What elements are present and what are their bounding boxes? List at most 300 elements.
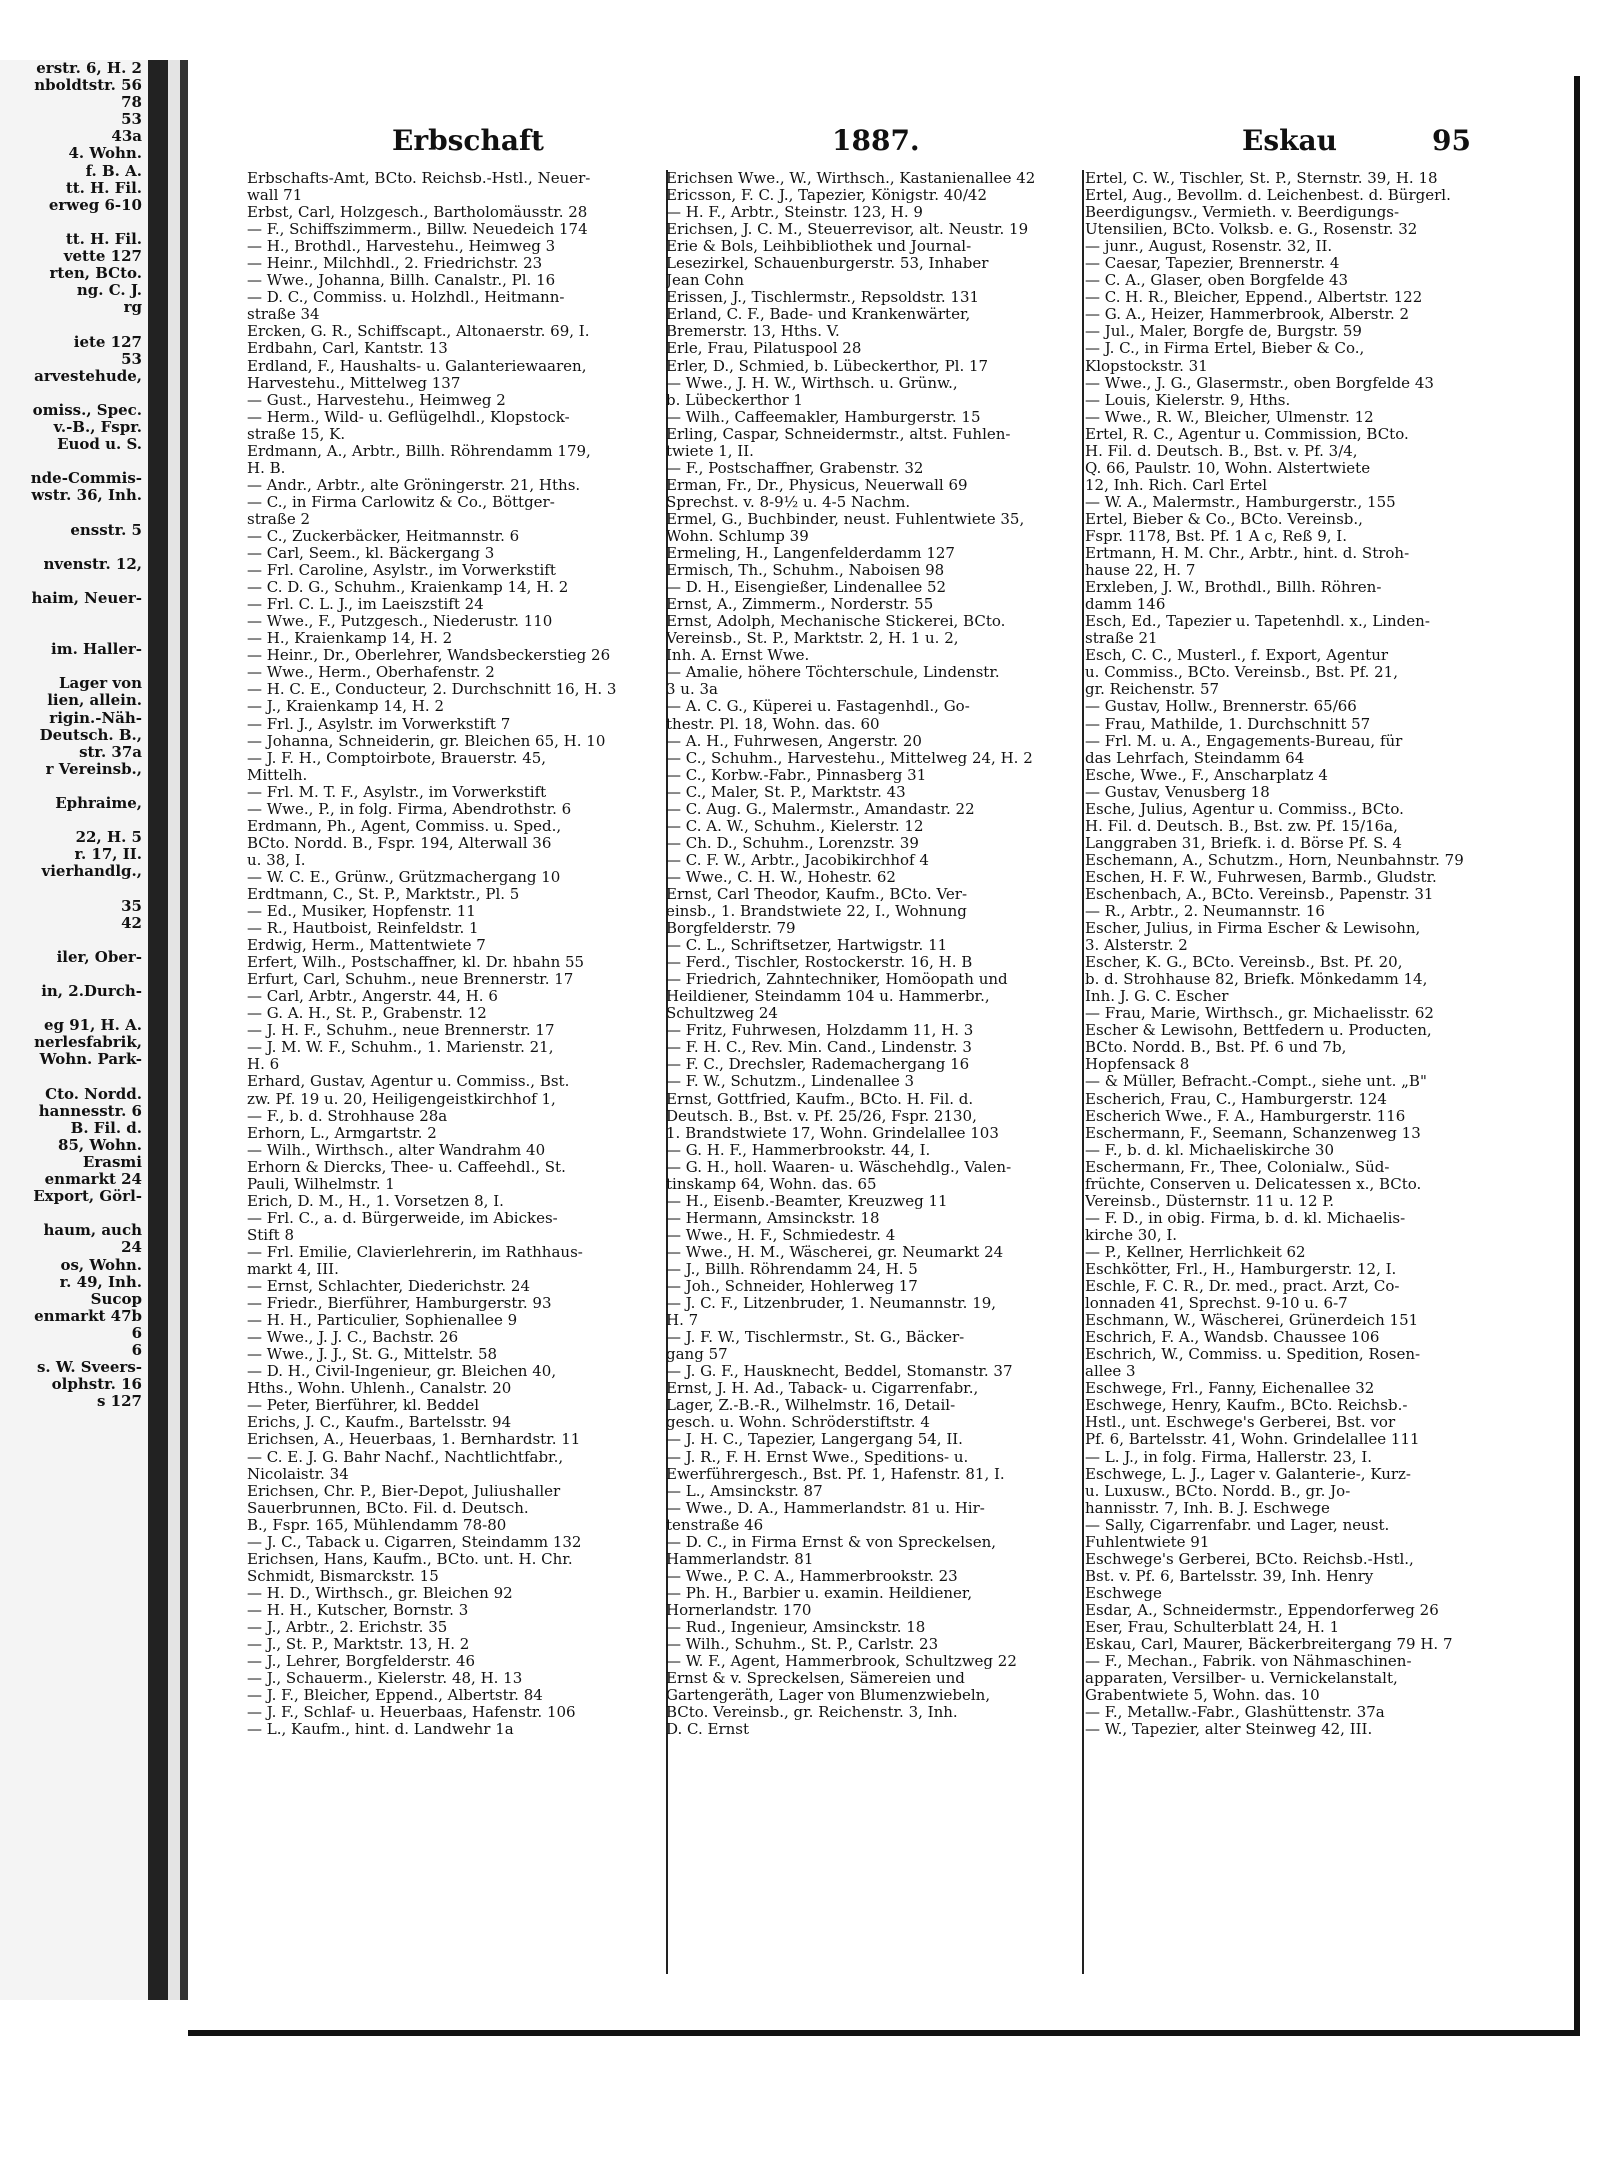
directory-entry-line: Ericsson, F. C. J., Tapezier, Königstr. 40/42: [666, 187, 987, 205]
directory-entry-line: Escher & Lewisohn, Bettfedern u. Producten,: [1085, 1022, 1432, 1040]
directory-entry-line: — J., St. P., Marktstr. 13, H. 2: [247, 1636, 470, 1654]
directory-entry-line: zw. Pf. 19 u. 20, Heiligengeistkirchhof 1,: [247, 1090, 556, 1108]
directory-entry-line: — Wwe., R. W., Bleicher, Ulmenstr. 12: [1085, 408, 1374, 426]
directory-entry-line: Escherich Wwe., F. A., Hamburgerstr. 116: [1085, 1107, 1406, 1125]
directory-entry-line: — Frau, Mathilde, 1. Durchschnitt 57: [1085, 715, 1371, 733]
adjacent-page-fragment: Erasmi: [82, 1153, 142, 1171]
directory-entry-line: — W. F., Agent, Hammerbrook, Schultzweg 22: [666, 1653, 1017, 1671]
adjacent-page-fragment: v.-B., Fspr.: [53, 417, 142, 436]
adjacent-page-fragment: [0, 316, 148, 333]
directory-entry-line: — F. D., in obig. Firma, b. d. kl. Michaelis-: [1085, 1209, 1406, 1227]
directory-entry-line: BCto. Nordd. B., Bst. Pf. 6 und 7b,: [1085, 1039, 1347, 1057]
directory-entry-line: — Carl, Seem., kl. Bäckergang 3: [247, 545, 495, 563]
directory-entry-line: — Wwe., Johanna, Billh. Canalstr., Pl. 16: [247, 272, 556, 290]
directory-entry-line: Esch, Ed., Tapezier u. Tapetenhdl. x., Linden-: [1085, 613, 1430, 631]
directory-entry-line: hause 22, H. 7: [1085, 562, 1196, 580]
directory-entry-line: — F. W., Schutzm., Lindenallee 3: [666, 1073, 915, 1091]
directory-entry-line: Eskau, Carl, Maurer, Bäckerbreitergang 79 H. 7: [1085, 1636, 1453, 1654]
directory-entry-line: Inh. A. Ernst Wwe.: [666, 647, 810, 665]
directory-entry-line: — Johanna, Schneiderin, gr. Bleichen 65, H. 10: [247, 732, 606, 750]
directory-entry-line: — Wwe., Herm., Oberhafenstr. 2: [247, 664, 495, 682]
directory-entry-line: Erle, Frau, Pilatuspool 28: [666, 340, 862, 358]
directory-entry-line: — Friedr., Bierführer, Hamburgerstr. 93: [247, 1295, 552, 1313]
adjacent-page-fragment: [0, 778, 148, 795]
directory-entry-line: — Gust., Harvestehu., Heimweg 2: [247, 391, 506, 409]
adjacent-page-fragment: erweg 6-10: [48, 195, 142, 214]
adjacent-page-fragment: 85, Wohn.: [58, 1135, 142, 1154]
directory-entry-line: Erler, D., Schmied, b. Lübeckerthor, Pl. 17: [666, 357, 989, 375]
adjacent-page-fragment: Ephraime,: [55, 794, 142, 813]
directory-entry-line: — H., Kraienkamp 14, H. 2: [247, 630, 453, 648]
directory-entry-line: — W., Tapezier, alter Steinweg 42, III.: [1085, 1721, 1373, 1739]
directory-entry-line: — J. C., in Firma Ertel, Bieber & Co.,: [1085, 340, 1365, 358]
directory-entry-line: Hornerlandstr. 170: [666, 1601, 812, 1619]
directory-entry-line: — J. H. F., Schuhm., neue Brennerstr. 17: [247, 1022, 555, 1040]
directory-entry-line: — Frl. M. u. A., Engagements-Bureau, für: [1085, 732, 1403, 750]
adjacent-page-fragment: 6: [131, 1323, 142, 1342]
directory-entry-line: — D. H., Eisengießer, Lindenallee 52: [666, 579, 947, 597]
directory-entry-line: BCto. Nordd. B., Fspr. 194, Alterwall 36: [247, 834, 552, 852]
directory-entry-line: Esche, Wwe., F., Anscharplatz 4: [1085, 766, 1328, 784]
directory-entry-line: — Jul., Maler, Borgfe de, Burgstr. 59: [1085, 323, 1362, 341]
directory-entry-line: — F., Mechan., Fabrik. von Nähmaschinen-: [1085, 1653, 1412, 1671]
directory-entry-line: Erichsen Wwe., W., Wirthsch., Kastanienallee 42: [666, 170, 1036, 187]
directory-entry-line: Ertel, Aug., Bevollm. d. Leichenbest. d. Bürgerl.: [1085, 187, 1451, 205]
adjacent-page-fragment: 35: [121, 896, 142, 915]
adjacent-page-fragment: s 127: [97, 1392, 142, 1411]
directory-entry-line: — J. F. W., Tischlermstr., St. G., Bäcker-: [666, 1329, 965, 1347]
directory-entry-line: — J., Arbtr., 2. Erichstr. 35: [247, 1618, 448, 1636]
directory-column-2: [666, 170, 1076, 1738]
directory-entry-line: Erichsen, J. C. M., Steuerrevisor, alt. Neustr. 19: [666, 221, 1029, 239]
directory-entry-line: Esche, Julius, Agentur u. Commiss., BCto.: [1085, 800, 1404, 818]
directory-entry-line: Ertel, R. C., Agentur u. Commission, BCto.: [1085, 425, 1409, 443]
directory-entry-line: — A. C. G., Küperei u. Fastagenhdl., Go-: [666, 698, 970, 716]
adjacent-page-fragment: [0, 539, 148, 556]
adjacent-page-fragment: 53: [121, 349, 142, 368]
directory-entry-line: Eschwege: [1085, 1584, 1162, 1602]
directory-entry-line: — L., Amsinckstr. 87: [666, 1482, 823, 1500]
directory-entry-line: — Frl. J., Asylstr. im Vorwerkstift 7: [247, 715, 511, 733]
directory-entry-line: gr. Reichenstr. 57: [1085, 681, 1220, 699]
adjacent-page-fragment: olphstr. 16: [51, 1375, 142, 1394]
directory-entry-line: Hstl., unt. Eschwege's Gerberei, Bst. vor: [1085, 1414, 1396, 1432]
adjacent-page-fragment: [0, 214, 148, 231]
directory-entry-line: Grabentwiete 5, Wohn. das. 10: [1085, 1687, 1320, 1705]
directory-entry-line: — G. H., holl. Waaren- u. Wäschehdlg., Valen-: [666, 1158, 1012, 1176]
directory-entry-line: — J., Schauerm., Kielerstr. 48, H. 13: [247, 1670, 523, 1688]
directory-entry-line: Utensilien, BCto. Volksb. e. G., Rosenstr. 32: [1085, 221, 1418, 239]
adjacent-page-fragment: [0, 1000, 148, 1017]
directory-entry-line: Erdbahn, Carl, Kantstr. 13: [247, 340, 448, 358]
directory-entry-line: Eschrich, F. A., Wandsb. Chaussee 106: [1085, 1329, 1380, 1347]
directory-entry-line: apparaten, Versilber- u. Vernickelanstalt,: [1085, 1670, 1398, 1688]
directory-entry-line: — Frl. Caroline, Asylstr., im Vorwerkstift: [247, 562, 556, 580]
directory-entry-line: thestr. Pl. 18, Wohn. das. 60: [666, 715, 880, 733]
adjacent-page-fragment: haim, Neuer-: [31, 588, 142, 607]
directory-entry-line: Fuhlentwiete 91: [1085, 1533, 1210, 1551]
adjacent-page-edge: [0, 60, 148, 2000]
adjacent-page-fragment: nboldtstr. 56: [34, 76, 142, 95]
directory-entry-line: — Wwe., J. J. C., Bachstr. 26: [247, 1329, 459, 1347]
directory-entry-line: Eschermann, F., Seemann, Schanzenweg 13: [1085, 1124, 1421, 1142]
directory-entry-line: — Gustav, Venusberg 18: [1085, 783, 1270, 801]
directory-entry-line: — F. H. C., Rev. Min. Cand., Lindenstr. 3: [666, 1039, 972, 1057]
directory-entry-line: — H. H., Particulier, Sophienallee 9: [247, 1312, 518, 1330]
directory-entry-line: Bremerstr. 13, Hths. V.: [666, 323, 840, 341]
directory-entry-line: Vereinsb., St. P., Marktstr. 2, H. 1 u. 2,: [666, 630, 959, 648]
directory-entry-line: Erhard, Gustav, Agentur u. Commiss., Bst.: [247, 1073, 570, 1091]
directory-entry-line: — Ch. D., Schuhm., Lorenzstr. 39: [666, 834, 919, 852]
directory-entry-line: — L. J., in folg. Firma, Hallerstr. 23, I.: [1085, 1448, 1373, 1466]
directory-entry-line: B., Fspr. 165, Mühlendamm 78-80: [247, 1516, 507, 1534]
directory-entry-line: — Rud., Ingenieur, Amsinckstr. 18: [666, 1618, 926, 1636]
directory-entry-line: Ernst, J. H. Ad., Taback- u. Cigarrenfabr.,: [666, 1380, 979, 1398]
adjacent-page-fragment: hannesstr. 6: [38, 1101, 142, 1120]
adjacent-page-fragment: 78: [121, 93, 142, 112]
directory-entry-line: — Joh., Schneider, Hohlerweg 17: [666, 1278, 918, 1296]
directory-entry-line: Pauli, Wilhelmstr. 1: [247, 1175, 395, 1193]
directory-entry-line: Lager, Z.-B.-R., Wilhelmstr. 16, Detail-: [666, 1397, 956, 1415]
directory-entry-line: — F. C., Drechsler, Rademachergang 16: [666, 1056, 970, 1074]
directory-entry-line: — H. F., Arbtr., Steinstr. 123, H. 9: [666, 204, 923, 222]
directory-entry-line: einsb., 1. Brandstwiete 22, I., Wohnung: [666, 903, 967, 921]
directory-entry-line: Eschle, F. C. R., Dr. med., pract. Arzt, Co-: [1085, 1278, 1400, 1296]
header-year: 1887.: [832, 124, 920, 157]
directory-entry-line: Eschrich, W., Commiss. u. Spedition, Rosen-: [1085, 1346, 1421, 1364]
directory-entry-line: Erdmann, Ph., Agent, Commiss. u. Sped.,: [247, 817, 562, 835]
directory-entry-line: Erichsen, Chr. P., Bier-Depot, Juliushaller: [247, 1482, 561, 1500]
adjacent-page-fragment: eg 91, H. A.: [43, 1016, 142, 1035]
directory-entry-line: — Wilh., Caffeemakler, Hamburgerstr. 15: [666, 408, 981, 426]
directory-entry-line: Erichsen, Hans, Kaufm., BCto. unt. H. Chr.: [247, 1550, 573, 1568]
adjacent-page-fragment: [0, 504, 148, 521]
directory-entry-line: — H., Brothdl., Harvestehu., Heimweg 3: [247, 238, 556, 256]
directory-entry-line: — Wwe., H. F., Schmiedestr. 4: [666, 1226, 896, 1244]
directory-entry-line: Esdar, A., Schneidermstr., Eppendorferweg 26: [1085, 1601, 1439, 1619]
adjacent-page-fragment: enmarkt 24: [44, 1170, 142, 1189]
directory-entry-line: — C. Aug. G., Malermstr., Amandastr. 22: [666, 800, 975, 818]
adjacent-page-fragment: Euod u. S.: [57, 435, 142, 454]
directory-entry-line: b. Lübeckerthor 1: [666, 391, 803, 409]
directory-entry-line: — Frl. Emilie, Clavierlehrerin, im Rathhaus-: [247, 1243, 583, 1261]
adjacent-page-fragment: [0, 658, 148, 675]
directory-entry-line: — Wwe., J. G., Glasermstr., oben Borgfelde 43: [1085, 374, 1434, 392]
directory-entry-line: straße 34: [247, 306, 320, 324]
directory-entry-line: — J. F., Bleicher, Eppend., Albertstr. 84: [247, 1687, 543, 1705]
adjacent-page-fragment: r. 17, II.: [74, 845, 142, 864]
directory-entry-line: — Heinr., Dr., Oberlehrer, Wandsbeckerstieg 26: [247, 647, 611, 665]
directory-entry-line: — C. A. W., Schuhm., Kielerstr. 12: [666, 817, 924, 835]
directory-entry-line: Q. 66, Paulstr. 10, Wohn. Alstertwiete: [1085, 459, 1371, 477]
directory-entry-line: Eschkötter, Frl., H., Hamburgerstr. 12, I.: [1085, 1261, 1397, 1278]
directory-entry-line: Ewerführergesch., Bst. Pf. 1, Hafenstr. 81, I.: [666, 1465, 1005, 1483]
directory-entry-line: das Lehrfach, Steindamm 64: [1085, 749, 1305, 767]
directory-entry-line: Eschwege, Henry, Kaufm., BCto. Reichsb.-: [1085, 1397, 1408, 1415]
directory-entry-line: Inh. J. G. C. Escher: [1085, 988, 1229, 1006]
directory-entry-line: — J., Kraienkamp 14, H. 2: [247, 698, 444, 716]
adjacent-page-fragment: B. Fil. d.: [70, 1118, 142, 1137]
header-right-keyword: Eskau: [1242, 124, 1338, 157]
adjacent-page-text: [0, 60, 148, 1410]
directory-entry-line: Mittelh.: [247, 766, 308, 784]
adjacent-page-fragment: ng. C. J.: [76, 281, 142, 300]
directory-entry-line: — F., Postschaffner, Grabenstr. 32: [666, 459, 924, 477]
directory-entry-line: Esch, C. C., Musterl., f. Export, Agentur: [1085, 647, 1389, 665]
directory-entry-line: — C., Schuhm., Harvestehu., Mittelweg 24, H. 2: [666, 749, 1033, 767]
directory-entry-line: Eschwege, L. J., Lager v. Galanterie-, Kurz-: [1085, 1465, 1412, 1483]
adjacent-page-fragment: [0, 624, 148, 641]
directory-entry-line: — G. A. H., St. P., Grabenstr. 12: [247, 1005, 487, 1023]
adjacent-page-fragment: [0, 385, 148, 402]
directory-entry-line: — L., Kaufm., hint. d. Landwehr 1a: [247, 1721, 514, 1739]
directory-entry-line: Pf. 6, Bartelsstr. 41, Wohn. Grindelallee 111: [1085, 1431, 1420, 1449]
directory-entry-line: u. Commiss., BCto. Vereinsb., Bst. Pf. 21,: [1085, 664, 1398, 682]
adjacent-page-fragment: iete 127: [73, 332, 142, 351]
directory-entry-line: Vereinsb., Düsternstr. 11 u. 12 P.: [1085, 1192, 1335, 1210]
adjacent-page-fragment: vierhandlg.,: [41, 862, 142, 881]
directory-entry-line: Ertmann, H. M. Chr., Arbtr., hint. d. Stroh-: [1085, 545, 1410, 563]
adjacent-page-fragment: tt. H. Fil.: [65, 178, 142, 197]
directory-entry-line: Erfurt, Carl, Schuhm., neue Brennerstr. 17: [247, 971, 574, 989]
directory-entry-line: markt 4, III.: [247, 1261, 339, 1278]
directory-entry-line: — C. E. J. G. Bahr Nachf., Nachtlichtfabr.,: [247, 1448, 564, 1466]
directory-entry-line: Lesezirkel, Schauenburgerstr. 53, Inhaber: [666, 255, 989, 273]
directory-entry-line: — D. C., Commiss. u. Holzhdl., Heitmann-: [247, 289, 565, 307]
directory-entry-line: straße 15, K.: [247, 425, 346, 443]
directory-entry-line: Ernst, A., Zimmerm., Norderstr. 55: [666, 596, 934, 614]
directory-entry-line: — P., Kellner, Herrlichkeit 62: [1085, 1243, 1306, 1261]
directory-entry-line: — J. R., F. H. Ernst Wwe., Speditions- u.: [666, 1448, 969, 1466]
directory-entry-line: — J. H. C., Tapezier, Langergang 54, II.: [666, 1431, 963, 1449]
directory-entry-line: — J. F., Schlaf- u. Heuerbaas, Hafenstr. 106: [247, 1704, 576, 1722]
adjacent-page-fragment: nde-Commis-: [30, 469, 142, 488]
directory-entry-line: Erman, Fr., Dr., Physicus, Neuerwall 69: [666, 476, 968, 494]
directory-entry-line: — Fritz, Fuhrwesen, Holzdamm 11, H. 3: [666, 1022, 974, 1040]
adjacent-page-fragment: wstr. 36, Inh.: [31, 486, 142, 505]
adjacent-page-fragment: erstr. 6, H. 2: [36, 60, 142, 77]
adjacent-page-fragment: 42: [121, 913, 142, 932]
directory-entry-line: Erbst, Carl, Holzgesch., Bartholomäusstr. 28: [247, 204, 588, 222]
adjacent-page-fragment: r. 49, Inh.: [59, 1272, 142, 1291]
directory-entry-line: — Wwe., H. M., Wäscherei, gr. Neumarkt 24: [666, 1243, 1004, 1261]
page-header: [212, 120, 1471, 160]
directory-entry-line: Ernst & v. Spreckelsen, Sämereien und: [666, 1670, 965, 1688]
directory-entry-line: u. 38, I.: [247, 851, 306, 869]
page-gutter-shadow: [148, 60, 168, 2000]
directory-entry-line: Erissen, J., Tischlermstr., Repsoldstr. 131: [666, 289, 980, 307]
directory-entry-line: wall 71: [247, 187, 303, 205]
directory-column-3: [1085, 170, 1495, 1738]
directory-entry-line: — Wilh., Wirthsch., alter Wandrahm 40: [247, 1141, 546, 1159]
adjacent-page-fragment: omiss., Spec.: [32, 400, 142, 419]
directory-entry-line: — C., Maler, St. P., Marktstr. 43: [666, 783, 906, 801]
adjacent-page-fragment: tt. H. Fil.: [65, 229, 142, 248]
adjacent-page-fragment: 24: [121, 1238, 142, 1257]
directory-entry-line: — Ernst, Schlachter, Diederichstr. 24: [247, 1278, 530, 1296]
directory-entry-line: Klopstockstr. 31: [1085, 357, 1208, 375]
directory-entry-line: — Wwe., F., Putzgesch., Niederustr. 110: [247, 613, 553, 631]
directory-entry-line: H. 7: [666, 1312, 699, 1330]
adjacent-page-fragment: Lager von: [58, 674, 142, 693]
directory-entry-line: Beerdigungsv., Vermieth. v. Beerdigungs-: [1085, 204, 1400, 222]
directory-entry-line: — G. A., Heizer, Hammerbrook, Alberstr. 2: [1085, 306, 1410, 324]
directory-entry-line: Harvestehu., Mittelweg 137: [247, 374, 461, 392]
directory-entry-line: Erichs, J. C., Kaufm., Bartelsstr. 94: [247, 1414, 512, 1432]
directory-entry-line: — Louis, Kielerstr. 9, Hths.: [1085, 391, 1291, 409]
directory-entry-line: — Frl. C. L. J., im Laeiszstift 24: [247, 596, 484, 614]
adjacent-page-fragment: str. 37a: [79, 742, 142, 761]
directory-entry-line: — Amalie, höhere Töchterschule, Lindenstr.: [666, 664, 1000, 682]
adjacent-page-fragment: 43a: [111, 127, 142, 146]
adjacent-page-fragment: vette 127: [63, 247, 142, 266]
directory-entry-line: — R., Hautboist, Reinfeldstr. 1: [247, 920, 479, 938]
page-gutter-edge: [180, 60, 188, 2000]
adjacent-page-fragment: 6: [131, 1341, 142, 1360]
directory-entry-line: — Peter, Bierführer, kl. Beddel: [247, 1397, 480, 1415]
adjacent-page-fragment: Export, Görl-: [33, 1187, 142, 1206]
directory-entry-line: Fspr. 1178, Bst. Pf. 1 A c, Reß 9, I.: [1085, 527, 1347, 545]
adjacent-page-fragment: arvestehude,: [34, 366, 142, 385]
directory-entry-line: Ercken, G. R., Schiffscapt., Altonaerstr. 69, I.: [247, 323, 590, 341]
directory-entry-line: D. C. Ernst: [666, 1721, 750, 1739]
directory-entry-line: Ernst, Carl Theodor, Kaufm., BCto. Ver-: [666, 885, 968, 903]
directory-entry-line: 3. Alsterstr. 2: [1085, 937, 1188, 955]
directory-entry-line: — Herm., Wild- u. Geflügelhdl., Klopstock-: [247, 408, 570, 426]
adjacent-page-fragment: [0, 932, 148, 949]
directory-entry-line: Erxleben, J. W., Brothdl., Billh. Röhren-: [1085, 579, 1382, 597]
directory-entry-line: 3 u. 3a: [666, 681, 718, 699]
directory-entry-line: Eschenbach, A., BCto. Vereinsb., Papenstr. 31: [1085, 885, 1434, 903]
directory-entry-line: — Wwe., C. H. W., Hohestr. 62: [666, 868, 896, 886]
directory-entry-line: — J. M. W. F., Schuhm., 1. Marienstr. 21,: [247, 1039, 554, 1057]
directory-entry-line: u. Luxusw., BCto. Nordd. B., gr. Jo-: [1085, 1482, 1351, 1500]
adjacent-page-fragment: rg: [123, 298, 142, 317]
adjacent-page-fragment: nerlesfabrik,: [34, 1033, 142, 1052]
directory-entry-line: Langgraben 31, Briefk. i. d. Börse Pf. S. 4: [1085, 834, 1402, 852]
directory-entry-line: — Gustav, Hollw., Brennerstr. 65/66: [1085, 698, 1357, 716]
directory-entry-line: Stift 8: [247, 1226, 294, 1244]
directory-entry-line: — F., b. d. Strohhause 28a: [247, 1107, 448, 1125]
directory-entry-line: Hammerlandstr. 81: [666, 1550, 814, 1568]
directory-entry-line: Erland, C. F., Bade- und Krankenwärter,: [666, 306, 971, 324]
directory-entry-line: Heildiener, Steindamm 104 u. Hammerbr.,: [666, 988, 990, 1006]
directory-entry-line: — G. H. F., Hammerbrookstr. 44, I.: [666, 1141, 931, 1159]
directory-entry-line: Gartengeräth, Lager von Blumenzwiebeln,: [666, 1687, 991, 1705]
adjacent-page-fragment: 22, H. 5: [75, 828, 142, 847]
directory-entry-line: Eschwege, Frl., Fanny, Eichenallee 32: [1085, 1380, 1375, 1398]
directory-entry-line: Escher, K. G., BCto. Vereinsb., Bst. Pf. 20,: [1085, 954, 1403, 972]
directory-entry-line: Erich, D. M., H., 1. Vorsetzen 8, I.: [247, 1192, 504, 1210]
directory-entry-line: — W. C. E., Grünw., Grützmachergang 10: [247, 868, 561, 886]
directory-entry-line: twiete 1, II.: [666, 442, 754, 460]
directory-entry-line: — Ed., Musiker, Hopfenstr. 11: [247, 903, 476, 921]
directory-entry-line: Deutsch. B., Bst. v. Pf. 25/26, Fspr. 2130,: [666, 1107, 977, 1125]
directory-entry-line: Ernst, Gottfried, Kaufm., BCto. H. Fil. d.: [666, 1090, 974, 1108]
directory-entry-line: — C. H. R., Bleicher, Eppend., Albertstr. 122: [1085, 289, 1423, 307]
adjacent-page-fragment: Sucop: [90, 1289, 142, 1308]
directory-entry-line: Eschemann, A., Schutzm., Horn, Neunbahnstr. 79: [1085, 851, 1464, 869]
directory-entry-line: — H. C. E., Conducteur, 2. Durchschnitt 16, H. 3: [247, 681, 617, 699]
directory-entry-line: Erie & Bols, Leihbibliothek und Journal-: [666, 238, 972, 256]
adjacent-page-fragment: Wohn. Park-: [39, 1050, 142, 1069]
directory-entry-line: — Ferd., Tischler, Rostockerstr. 16, H. B: [666, 954, 973, 972]
adjacent-page-fragment: [0, 966, 148, 983]
adjacent-page-fragment: in, 2.Durch-: [41, 982, 142, 1001]
directory-entry-line: lonnaden 41, Sprechst. 9-10 u. 6-7: [1085, 1295, 1348, 1313]
column-divider: [1082, 170, 1084, 1974]
adjacent-page-fragment: [0, 812, 148, 829]
directory-entry-line: allee 3: [1085, 1363, 1136, 1381]
adjacent-page-fragment: f. B. A.: [85, 161, 142, 180]
directory-entry-line: tenstraße 46: [666, 1516, 764, 1534]
directory-entry-line: Ermel, G., Buchbinder, neust. Fuhlentwiete 35,: [666, 510, 1025, 528]
directory-entry-line: — R., Arbtr., 2. Neumannstr. 16: [1085, 903, 1325, 921]
adjacent-page-fragment: im. Haller-: [51, 640, 142, 659]
directory-entry-line: Bst. v. Pf. 6, Bartelsstr. 39, Inh. Henry: [1085, 1567, 1374, 1585]
adjacent-page-fragment: 4. Wohn.: [68, 144, 142, 163]
directory-entry-line: straße 21: [1085, 630, 1158, 648]
adjacent-page-fragment: rten, BCto.: [49, 264, 142, 283]
directory-entry-line: Eschmann, W., Wäscherei, Grünerdeich 151: [1085, 1312, 1419, 1330]
directory-entry-line: — Frl. M. T. F., Asylstr., im Vorwerkstift: [247, 783, 547, 801]
directory-entry-line: Erhorn, L., Armgartstr. 2: [247, 1124, 437, 1142]
directory-entry-line: straße 2: [247, 510, 311, 528]
directory-entry-line: — Wilh., Schuhm., St. P., Carlstr. 23: [666, 1636, 939, 1654]
directory-column-1: [247, 170, 657, 1738]
directory-entry-line: — Wwe., P., in folg. Firma, Abendrothstr. 6: [247, 800, 572, 818]
directory-entry-line: früchte, Conserven u. Delicatessen x., BCto.: [1085, 1175, 1422, 1193]
directory-entry-line: — H. D., Wirthsch., gr. Bleichen 92: [247, 1584, 513, 1602]
adjacent-page-fragment: haum, auch: [43, 1221, 142, 1240]
directory-entry-line: — Sally, Cigarrenfabr. und Lager, neust.: [1085, 1516, 1390, 1534]
directory-entry-line: damm 146: [1085, 596, 1166, 614]
adjacent-page-fragment: Cto. Nordd.: [45, 1084, 142, 1103]
adjacent-page-fragment: [0, 607, 148, 624]
adjacent-page-fragment: s. W. Sveers-: [36, 1358, 142, 1377]
directory-entry-line: tinskamp 64, Wohn. das. 65: [666, 1175, 877, 1193]
directory-entry-line: Sprechst. v. 8-9½ u. 4-5 Nachm.: [666, 493, 911, 511]
directory-entry-line: Escherich, Frau, C., Hamburgerstr. 124: [1085, 1090, 1387, 1108]
page-number: 95: [1432, 124, 1471, 157]
directory-entry-line: Erichsen, A., Heuerbaas, 1. Bernhardstr. 11: [247, 1431, 581, 1449]
directory-entry-line: Erling, Caspar, Schneidermstr., altst. Fuhlen-: [666, 425, 1011, 443]
adjacent-page-fragment: enmarkt 47b: [34, 1306, 142, 1325]
directory-entry-line: — J. C. F., Litzenbruder, 1. Neumannstr. 19,: [666, 1295, 997, 1313]
adjacent-page-fragment: rigin.-Näh-: [49, 708, 142, 727]
directory-entry-line: Schultzweg 24: [666, 1005, 778, 1023]
directory-entry-line: kirche 30, I.: [1085, 1226, 1178, 1244]
directory-entry-line: H. B.: [247, 459, 286, 477]
directory-entry-line: — Frau, Marie, Wirthsch., gr. Michaelisstr. 62: [1085, 1005, 1434, 1023]
directory-entry-line: H. Fil. d. Deutsch. B., Bst. v. Pf. 3/4,: [1085, 442, 1358, 460]
directory-entry-line: — C. A., Glaser, oben Borgfelde 43: [1085, 272, 1349, 290]
directory-entry-line: Jean Cohn: [666, 272, 745, 290]
directory-entry-line: — Caesar, Tapezier, Brennerstr. 4: [1085, 255, 1340, 273]
adjacent-page-fragment: [0, 881, 148, 898]
directory-entry-line: — F., Metallw.-Fabr., Glashüttenstr. 37a: [1085, 1704, 1385, 1722]
directory-entry-line: — Frl. C., a. d. Bürgerweide, im Abickes-: [247, 1209, 558, 1227]
directory-entry-line: Borgfelderstr. 79: [666, 920, 796, 938]
directory-entry-line: — J. C., Taback u. Cigarren, Steindamm 132: [247, 1533, 582, 1551]
directory-entry-line: — Wwe., J. H. W., Wirthsch. u. Grünw.,: [666, 374, 958, 392]
directory-entry-line: — D. H., Civil-Ingenieur, gr. Bleichen 40,: [247, 1363, 557, 1381]
directory-entry-line: — C., Korbw.-Fabr., Pinnasberg 31: [666, 766, 927, 784]
directory-entry-line: Ertel, C. W., Tischler, St. P., Sternstr. 39, H. 18: [1085, 170, 1438, 187]
directory-entry-line: 12, Inh. Rich. Carl Ertel: [1085, 476, 1268, 494]
directory-entry-line: gesch. u. Wohn. Schröderstiftstr. 4: [666, 1414, 930, 1432]
directory-entry-line: — J. G. F., Hausknecht, Beddel, Stomanstr. 37: [666, 1363, 1013, 1381]
